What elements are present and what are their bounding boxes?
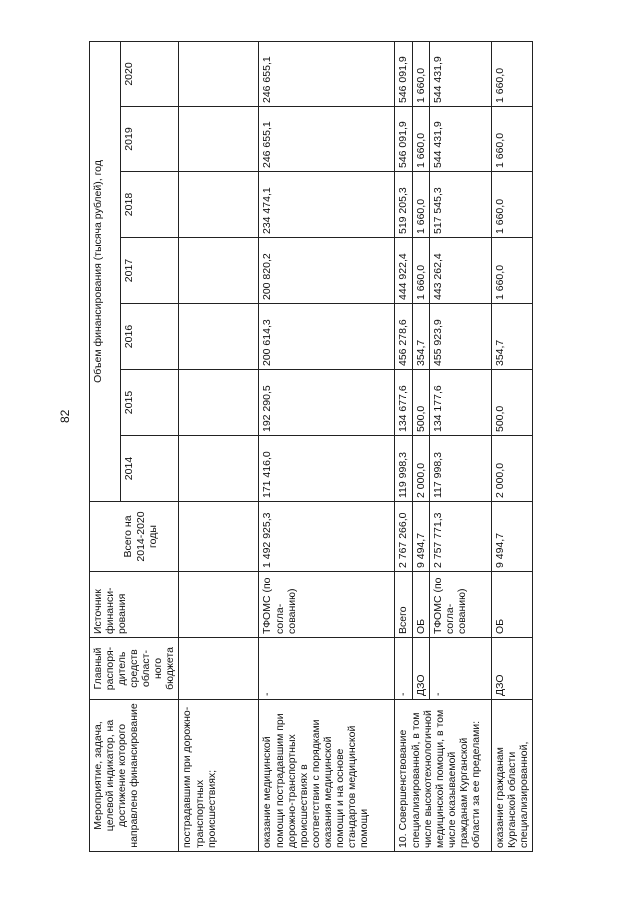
header-measure: Мероприятие, задача, целевой индикатор, на достижение которого направлено финансирование (90, 700, 179, 852)
row-value-2016: 354,7 (412, 304, 429, 370)
row-value-2017: 1 660,0 (491, 238, 532, 304)
row-value-2016 (179, 304, 259, 370)
row-value-2018: 1 660,0 (412, 172, 429, 238)
row-total: 1 492 925,3 (259, 502, 395, 572)
row-value-2020: 246 655,1 (259, 41, 395, 106)
row-value-2018: 517 545,3 (429, 172, 491, 238)
header-year-2014: 2014 (120, 436, 179, 502)
row-total: 2 767 266,0 (395, 502, 412, 572)
table-row (395, 41, 412, 851)
row-manager: - (395, 638, 412, 700)
row-value-2014: 117 998,3 (429, 436, 491, 502)
row-value-2014: 2 000,0 (412, 436, 429, 502)
row-value-2019: 546 091,9 (395, 107, 412, 172)
row-value-2020: 1 660,0 (412, 41, 429, 106)
row-value-2017: 1 660,0 (412, 238, 429, 304)
header-volume: Объем финансирования (тысяча рублей), год (90, 41, 121, 501)
row-measure: 10. Совершенствование специализированной, в том числе высокотехнологичной медицинской помощи, в том числе оказываемой гражданам Курганской области за ее пределами: (395, 700, 491, 852)
row-value-2015: 192 290,5 (259, 370, 395, 436)
table-row (259, 41, 395, 851)
row-value-2020: 546 091,9 (395, 41, 412, 106)
row-total: 9 494,7 (491, 502, 532, 572)
row-value-2014: 119 998,3 (395, 436, 412, 502)
financing-table (89, 41, 533, 852)
table-row (491, 41, 532, 851)
row-value-2020 (179, 41, 259, 106)
row-value-2018: 519 205,3 (395, 172, 412, 238)
row-value-2016: 455 923,9 (429, 304, 491, 370)
row-manager: ДЗО (412, 638, 429, 700)
row-value-2015: 500,0 (491, 370, 532, 436)
row-total: 2 757 771,3 (429, 502, 491, 572)
row-source (179, 572, 259, 638)
row-measure: пострадавшим при дорожно-транспортных происшествиях; (179, 700, 259, 852)
row-value-2015: 134 177,6 (429, 370, 491, 436)
header-year-2018: 2018 (120, 172, 179, 238)
header-source: Источник финанси-рования (90, 572, 179, 638)
row-manager: ДЗО (491, 638, 532, 700)
row-value-2018: 1 660,0 (491, 172, 532, 238)
row-total: 9 494,7 (412, 502, 429, 572)
row-value-2018 (179, 172, 259, 238)
row-value-2019: 1 660,0 (491, 107, 532, 172)
header-year-2015: 2015 (120, 370, 179, 436)
row-value-2016: 200 614,3 (259, 304, 395, 370)
row-value-2017: 200 820,2 (259, 238, 395, 304)
row-source: ОБ (491, 572, 532, 638)
row-total (179, 502, 259, 572)
row-value-2014: 171 416,0 (259, 436, 395, 502)
row-value-2018: 234 474,1 (259, 172, 395, 238)
row-value-2015: 500,0 (412, 370, 429, 436)
header-manager: Главный распоря-дитель средств област-ного бюджета (90, 638, 179, 700)
header-total: Всего на 2014-2020 годы (120, 502, 179, 572)
row-value-2015 (179, 370, 259, 436)
row-measure: оказание гражданам Курганской области специализированной, (491, 700, 532, 852)
header-year-2016: 2016 (120, 304, 179, 370)
financing-table-rotated (89, 42, 574, 852)
header-year-2020: 2020 (120, 41, 179, 106)
row-value-2014 (179, 436, 259, 502)
row-value-2020: 544 431,9 (429, 41, 491, 106)
header-year-2017: 2017 (120, 238, 179, 304)
row-value-2016: 354,7 (491, 304, 532, 370)
row-measure: оказание медицинской помощи пострадавшим при дорожно-транспортных происшествиях в соответствии с порядками оказания медицинской помощи и на основе стандартов медицинской помощи (259, 700, 395, 852)
row-manager (179, 638, 259, 700)
row-source: ТФОМС (по согла-сованию) (429, 572, 491, 638)
row-value-2019: 246 655,1 (259, 107, 395, 172)
row-value-2014: 2 000,0 (491, 436, 532, 502)
row-value-2017: 444 922,4 (395, 238, 412, 304)
row-manager: - (429, 638, 491, 700)
row-source: ОБ (412, 572, 429, 638)
table-row (179, 41, 259, 851)
row-value-2016: 456 278,6 (395, 304, 412, 370)
row-value-2017: 443 262,4 (429, 238, 491, 304)
row-value-2019: 1 660,0 (412, 107, 429, 172)
row-manager: - (259, 638, 395, 700)
row-value-2015: 134 677,6 (395, 370, 412, 436)
row-value-2019: 544 431,9 (429, 107, 491, 172)
row-value-2020: 1 660,0 (491, 41, 532, 106)
row-source: Всего (395, 572, 412, 638)
page-number: 82 (58, 409, 72, 423)
header-year-2019: 2019 (120, 107, 179, 172)
row-source: ТФОМС (по согла-сованию) (259, 572, 395, 638)
row-value-2019 (179, 107, 259, 172)
row-value-2017 (179, 238, 259, 304)
